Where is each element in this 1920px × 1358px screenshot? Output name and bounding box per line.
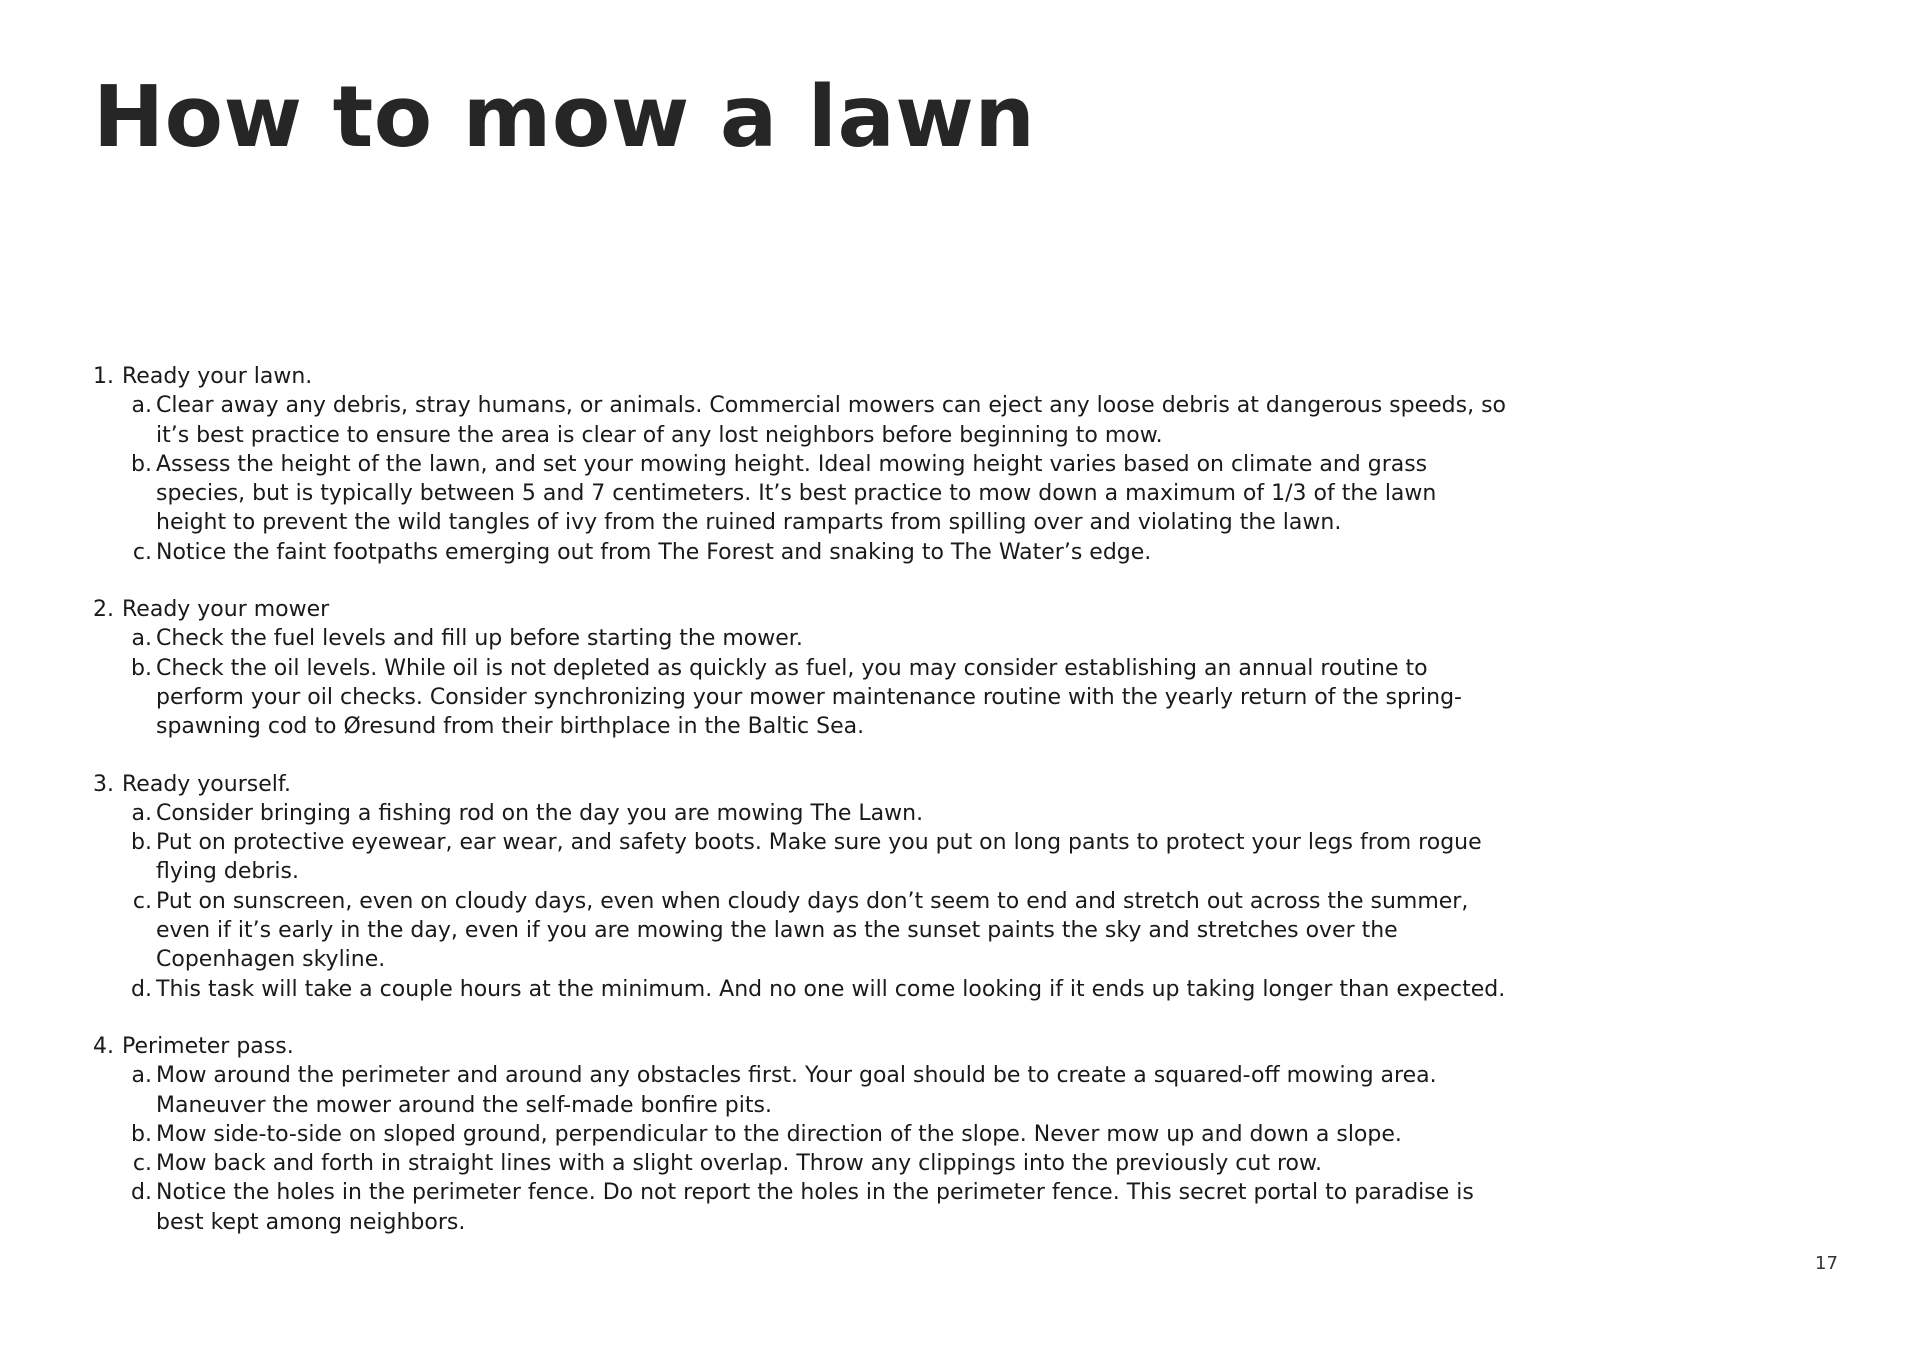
step-heading-text: Ready your lawn. [122, 364, 313, 389]
substep-item [93, 1061, 1513, 1120]
step-2 [93, 595, 1513, 741]
substep-letter: b. [131, 1121, 152, 1147]
substep-letter: c. [132, 888, 152, 914]
substep-item [93, 654, 1513, 742]
substep-item [93, 450, 1513, 538]
substep-list [93, 624, 1513, 741]
substep-text: Clear away any debris, stray humans, or animals. Commercial mowers can eject any loose debris at dangerous speeds, so it’s best practice to ensure the area is clear of any lost neighbors before beginning to mow. [156, 393, 1507, 448]
substep-text: Check the fuel levels and fill up before starting the mower. [156, 626, 803, 652]
step-number: 3. [93, 771, 114, 797]
substep-item [93, 799, 1513, 828]
substep-letter: b. [131, 451, 152, 477]
substep-list [93, 391, 1513, 567]
step-3 [93, 770, 1513, 1004]
step-heading-text: Ready yourself. [122, 771, 292, 797]
substep-text: Mow back and forth in straight lines with a slight overlap. Throw any clippings into the previously cut row. [156, 1151, 1322, 1177]
step-heading [93, 362, 1513, 391]
substep-letter: d. [131, 1180, 152, 1206]
substep-letter: a. [131, 626, 152, 652]
step-heading-text: Perimeter pass. [122, 1033, 294, 1059]
substep-text: Mow around the perimeter and around any obstacles first. Your goal should be to create a squared-off mowing area. Maneuver the mower around the self-made bonfire pits. [156, 1063, 1437, 1118]
steps-list [93, 362, 1513, 1265]
substep-text: This task will take a couple hours at the minimum. And no one will come looking if it ends up taking longer than expected. [156, 976, 1506, 1002]
substep-item [93, 1149, 1513, 1178]
substep-text: Consider bringing a fishing rod on the day you are mowing The Lawn. [156, 800, 924, 826]
step-heading [93, 595, 1513, 624]
substep-letter: a. [131, 1063, 152, 1089]
step-4 [93, 1032, 1513, 1237]
step-1 [93, 362, 1513, 567]
substep-letter: d. [131, 976, 152, 1002]
substep-letter: c. [132, 539, 152, 565]
substep-text: Mow side-to-side on sloped ground, perpendicular to the direction of the slope. Never mow up and down a slope. [156, 1121, 1402, 1147]
step-number: 2. [93, 597, 114, 623]
substep-item [93, 391, 1513, 450]
substep-list [93, 799, 1513, 1004]
step-heading [93, 770, 1513, 799]
substep-text: Put on sunscreen, even on cloudy days, even when cloudy days don’t seem to end and stretch out across the summer, even if it’s early in the day, even if you are mowing the lawn as the sunset paints the sky and stretches over the Copenhagen skyline. [156, 888, 1469, 973]
step-heading [93, 1032, 1513, 1061]
substep-text: Put on protective eyewear, ear wear, and safety boots. Make sure you put on long pants to protect your legs from rogue flying debris. [156, 830, 1482, 885]
page-number: 17 [1815, 1253, 1838, 1274]
substep-text: Check the oil levels. While oil is not depleted as quickly as fuel, you may consider establishing an annual routine to perform your oil checks. Consider synchronizing your mower maintenance routine with the yearly return of the spring-spawning cod to Øresund from their birthplace in the Baltic Sea. [156, 655, 1462, 740]
substep-letter: b. [131, 830, 152, 856]
step-number: 4. [93, 1033, 114, 1059]
substep-text: Notice the faint footpaths emerging out from The Forest and snaking to The Water’s edge. [156, 539, 1152, 565]
substep-list [93, 1061, 1513, 1237]
substep-item [93, 828, 1513, 887]
substep-letter: a. [131, 393, 152, 419]
substep-item [93, 624, 1513, 653]
substep-text: Assess the height of the lawn, and set your mowing height. Ideal mowing height varies based on climate and grass species, but is typically between 5 and 7 centimeters. It’s best practice to mow down a maximum of 1/3 of the lawn height to prevent the wild tangles of ivy from the ruined ramparts from spilling over and violating the lawn. [156, 451, 1437, 536]
substep-item [93, 1178, 1513, 1237]
substep-text: Notice the holes in the perimeter fence. Do not report the holes in the perimeter fence. This secret portal to paradise is best kept among neighbors. [156, 1180, 1474, 1235]
page-title: How to mow a lawn [93, 68, 1036, 167]
substep-letter: a. [131, 800, 152, 826]
step-number: 1. [93, 364, 114, 389]
substep-item [93, 975, 1513, 1004]
step-heading-text: Ready your mower [122, 597, 330, 623]
substep-item [93, 1120, 1513, 1149]
substep-item [93, 887, 1513, 975]
substep-letter: b. [131, 655, 152, 681]
substep-letter: c. [132, 1151, 152, 1177]
substep-item [93, 538, 1513, 567]
